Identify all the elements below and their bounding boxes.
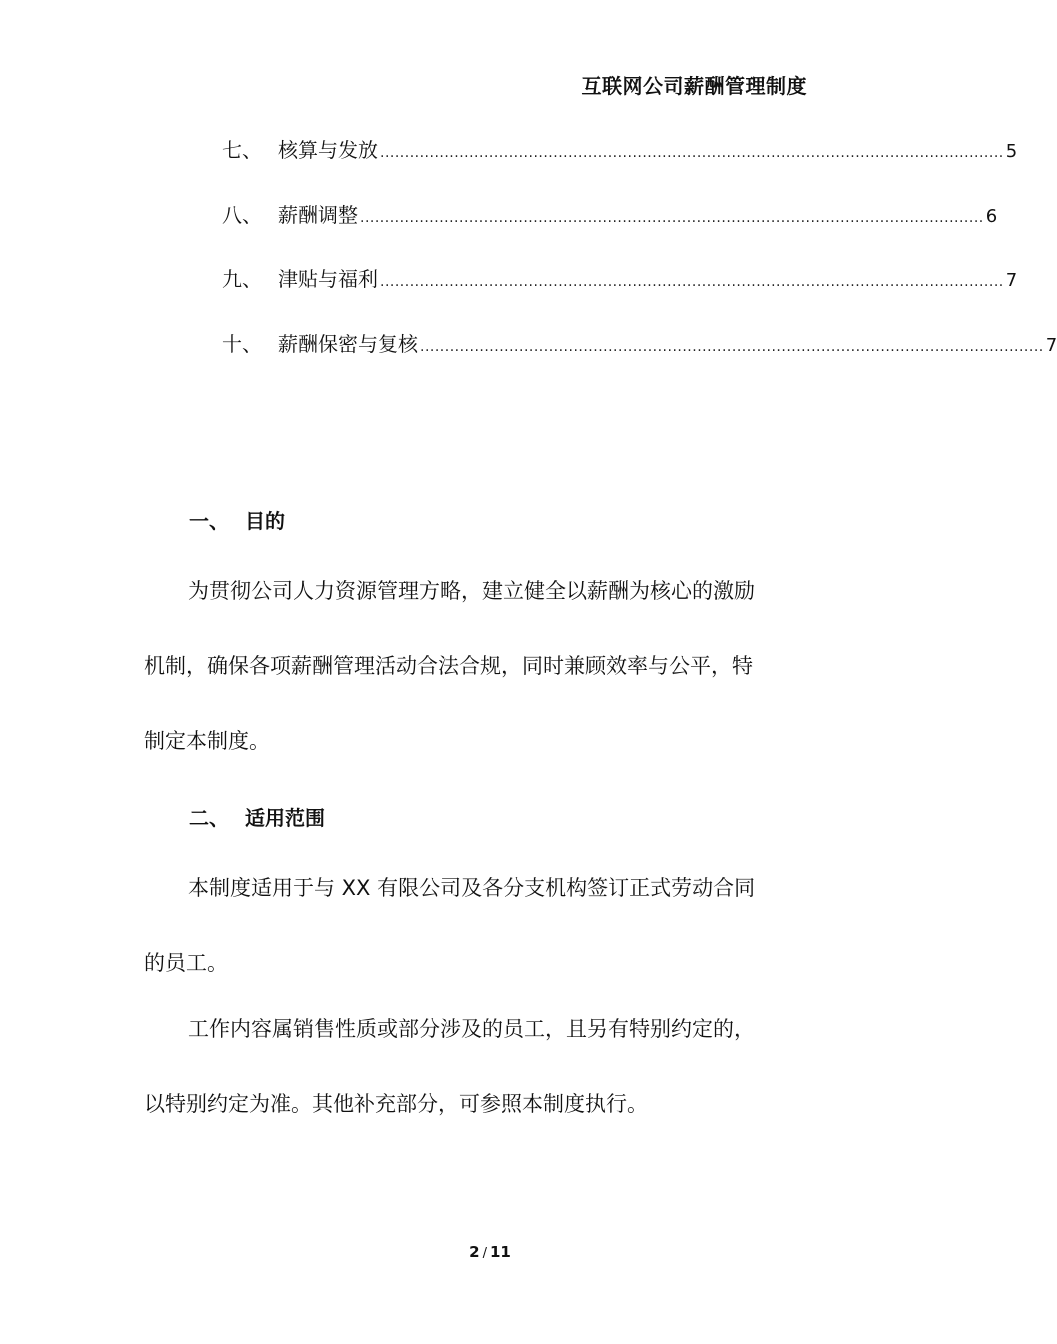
toc-dot-leader: .............................................................................................................................. (380, 274, 1004, 290)
paragraph-line: 以特别约定为准。其他补充部分，可参照本制度执行。 (144, 1092, 648, 1116)
toc-dot-leader: .............................................................................................................................. (380, 145, 1004, 161)
total-pages: 11 (489, 1243, 511, 1261)
toc-entry-title: 薪酬保密与复核 (278, 331, 418, 356)
toc-entry-page: 5 (1005, 141, 1018, 162)
paragraph-line: 为贯彻公司人力资源管理方略，建立健全以薪酬为核心的激励 (188, 579, 755, 603)
toc-entry-number: 七、 (222, 138, 262, 162)
toc-entry-number: 九、 (222, 267, 262, 291)
paragraph-purpose (144, 578, 806, 803)
section-number: 二、 (189, 806, 229, 830)
toc-entry[interactable] (222, 263, 1018, 328)
toc-entry[interactable] (222, 328, 1057, 393)
toc-dot-leader: .............................................................................................................................. (360, 209, 984, 226)
current-page: 2 (469, 1243, 480, 1261)
paragraph-scope-1 (144, 875, 806, 1025)
paragraph-scope-2 (144, 1016, 806, 1166)
paragraph-line: 本制度适用于与 XX 有限公司及各分支机构签订正式劳动合同 (188, 876, 756, 900)
section-title: 适用范围 (245, 806, 325, 830)
section-heading-scope (189, 802, 325, 831)
paragraph-line: 机制，确保各项薪酬管理活动合法合规，同时兼顾效率与公平，特 (144, 654, 753, 678)
toc-entry-title: 核算与发放 (278, 138, 378, 162)
paragraph-line: 制定本制度。 (144, 729, 270, 753)
toc-entry-title: 津贴与福利 (278, 267, 378, 291)
toc-entry[interactable] (222, 134, 1018, 199)
toc-entry-number: 十、 (222, 331, 262, 356)
table-of-contents (222, 134, 1057, 392)
section-title: 目的 (245, 509, 285, 533)
toc-entry-page: 6 (985, 205, 998, 227)
page-number (0, 1243, 980, 1261)
toc-entry-page: 7 (1045, 334, 1057, 356)
toc-entry-number: 八、 (222, 202, 262, 227)
toc-entry-title: 薪酬调整 (278, 202, 358, 227)
page-separator: / (482, 1246, 487, 1261)
toc-dot-leader: .............................................................................................................................. (420, 338, 1044, 355)
paragraph-line: 的员工。 (144, 951, 228, 975)
section-heading-purpose (189, 505, 285, 534)
paragraph-line: 工作内容属销售性质或部分涉及的员工，且另有特别约定的， (188, 1017, 755, 1041)
section-number: 一、 (189, 509, 229, 533)
toc-entry-page: 7 (1005, 270, 1018, 291)
running-header-title: 互联网公司薪酬管理制度 (581, 74, 807, 98)
toc-entry[interactable] (222, 199, 998, 264)
